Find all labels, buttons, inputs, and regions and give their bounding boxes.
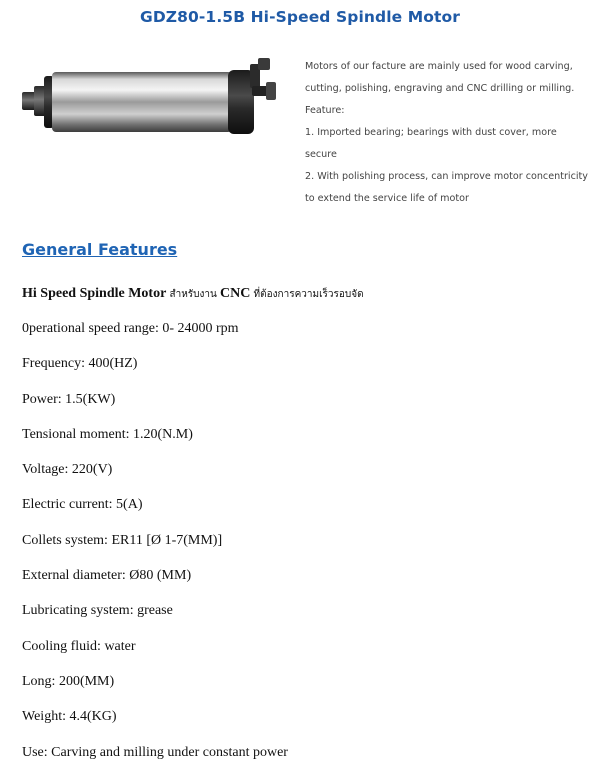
spec-speed-range: 0perational speed range: 0- 24000 rpm	[22, 321, 239, 336]
spec-length: Long: 200(MM)	[22, 673, 115, 689]
feature-item: 1. Imported bearing; bearings with dust cover, more secure	[305, 127, 557, 160]
spindle-motor-image	[14, 52, 284, 152]
spec-use: Use: Carving and milling under constant power	[22, 744, 288, 760]
spec-frequency: Frequency: 400(HZ)	[22, 356, 138, 372]
product-description	[305, 56, 590, 210]
intro-paragraph: Motors of our facture are mainly used for wood carving, cutting, polishing, engraving and CNC drilling or milling.	[305, 61, 575, 94]
lead-thai-text: ที่ต้องการความเร็วรอบจัด	[250, 289, 364, 300]
feature-item: 2. With polishing process, can improve motor concentricity to extend the service life of motor	[305, 171, 588, 204]
spec-list	[22, 276, 592, 770]
spec-lead-line	[22, 276, 592, 311]
spec-voltage: Voltage: 220(V)	[22, 462, 113, 478]
spec-cooling-fluid: Cooling fluid: water	[22, 638, 136, 654]
page-title: GDZ80-1.5B Hi-Speed Spindle Motor	[140, 8, 460, 26]
lead-thai-text: สำหรับงาน	[166, 289, 221, 300]
general-features-heading: General Features	[22, 240, 178, 259]
feature-label: Feature:	[305, 105, 345, 116]
lead-product-name: Hi Speed Spindle Motor	[22, 286, 167, 301]
spec-electric-current: Electric current: 5(A)	[22, 497, 143, 513]
spec-tensional-moment: Tensional moment: 1.20(N.M)	[22, 426, 193, 442]
spec-weight: Weight: 4.4(KG)	[22, 709, 117, 725]
spec-power: Power: 1.5(KW)	[22, 391, 116, 407]
spec-lubricating-system: Lubricating system: grease	[22, 603, 173, 619]
spec-external-diameter: External diameter: Ø80 (MM)	[22, 568, 192, 584]
spec-collets-system: Collets system: ER11 [Ø 1-7(MM)]	[22, 532, 223, 548]
lead-cnc: CNC	[220, 286, 251, 301]
